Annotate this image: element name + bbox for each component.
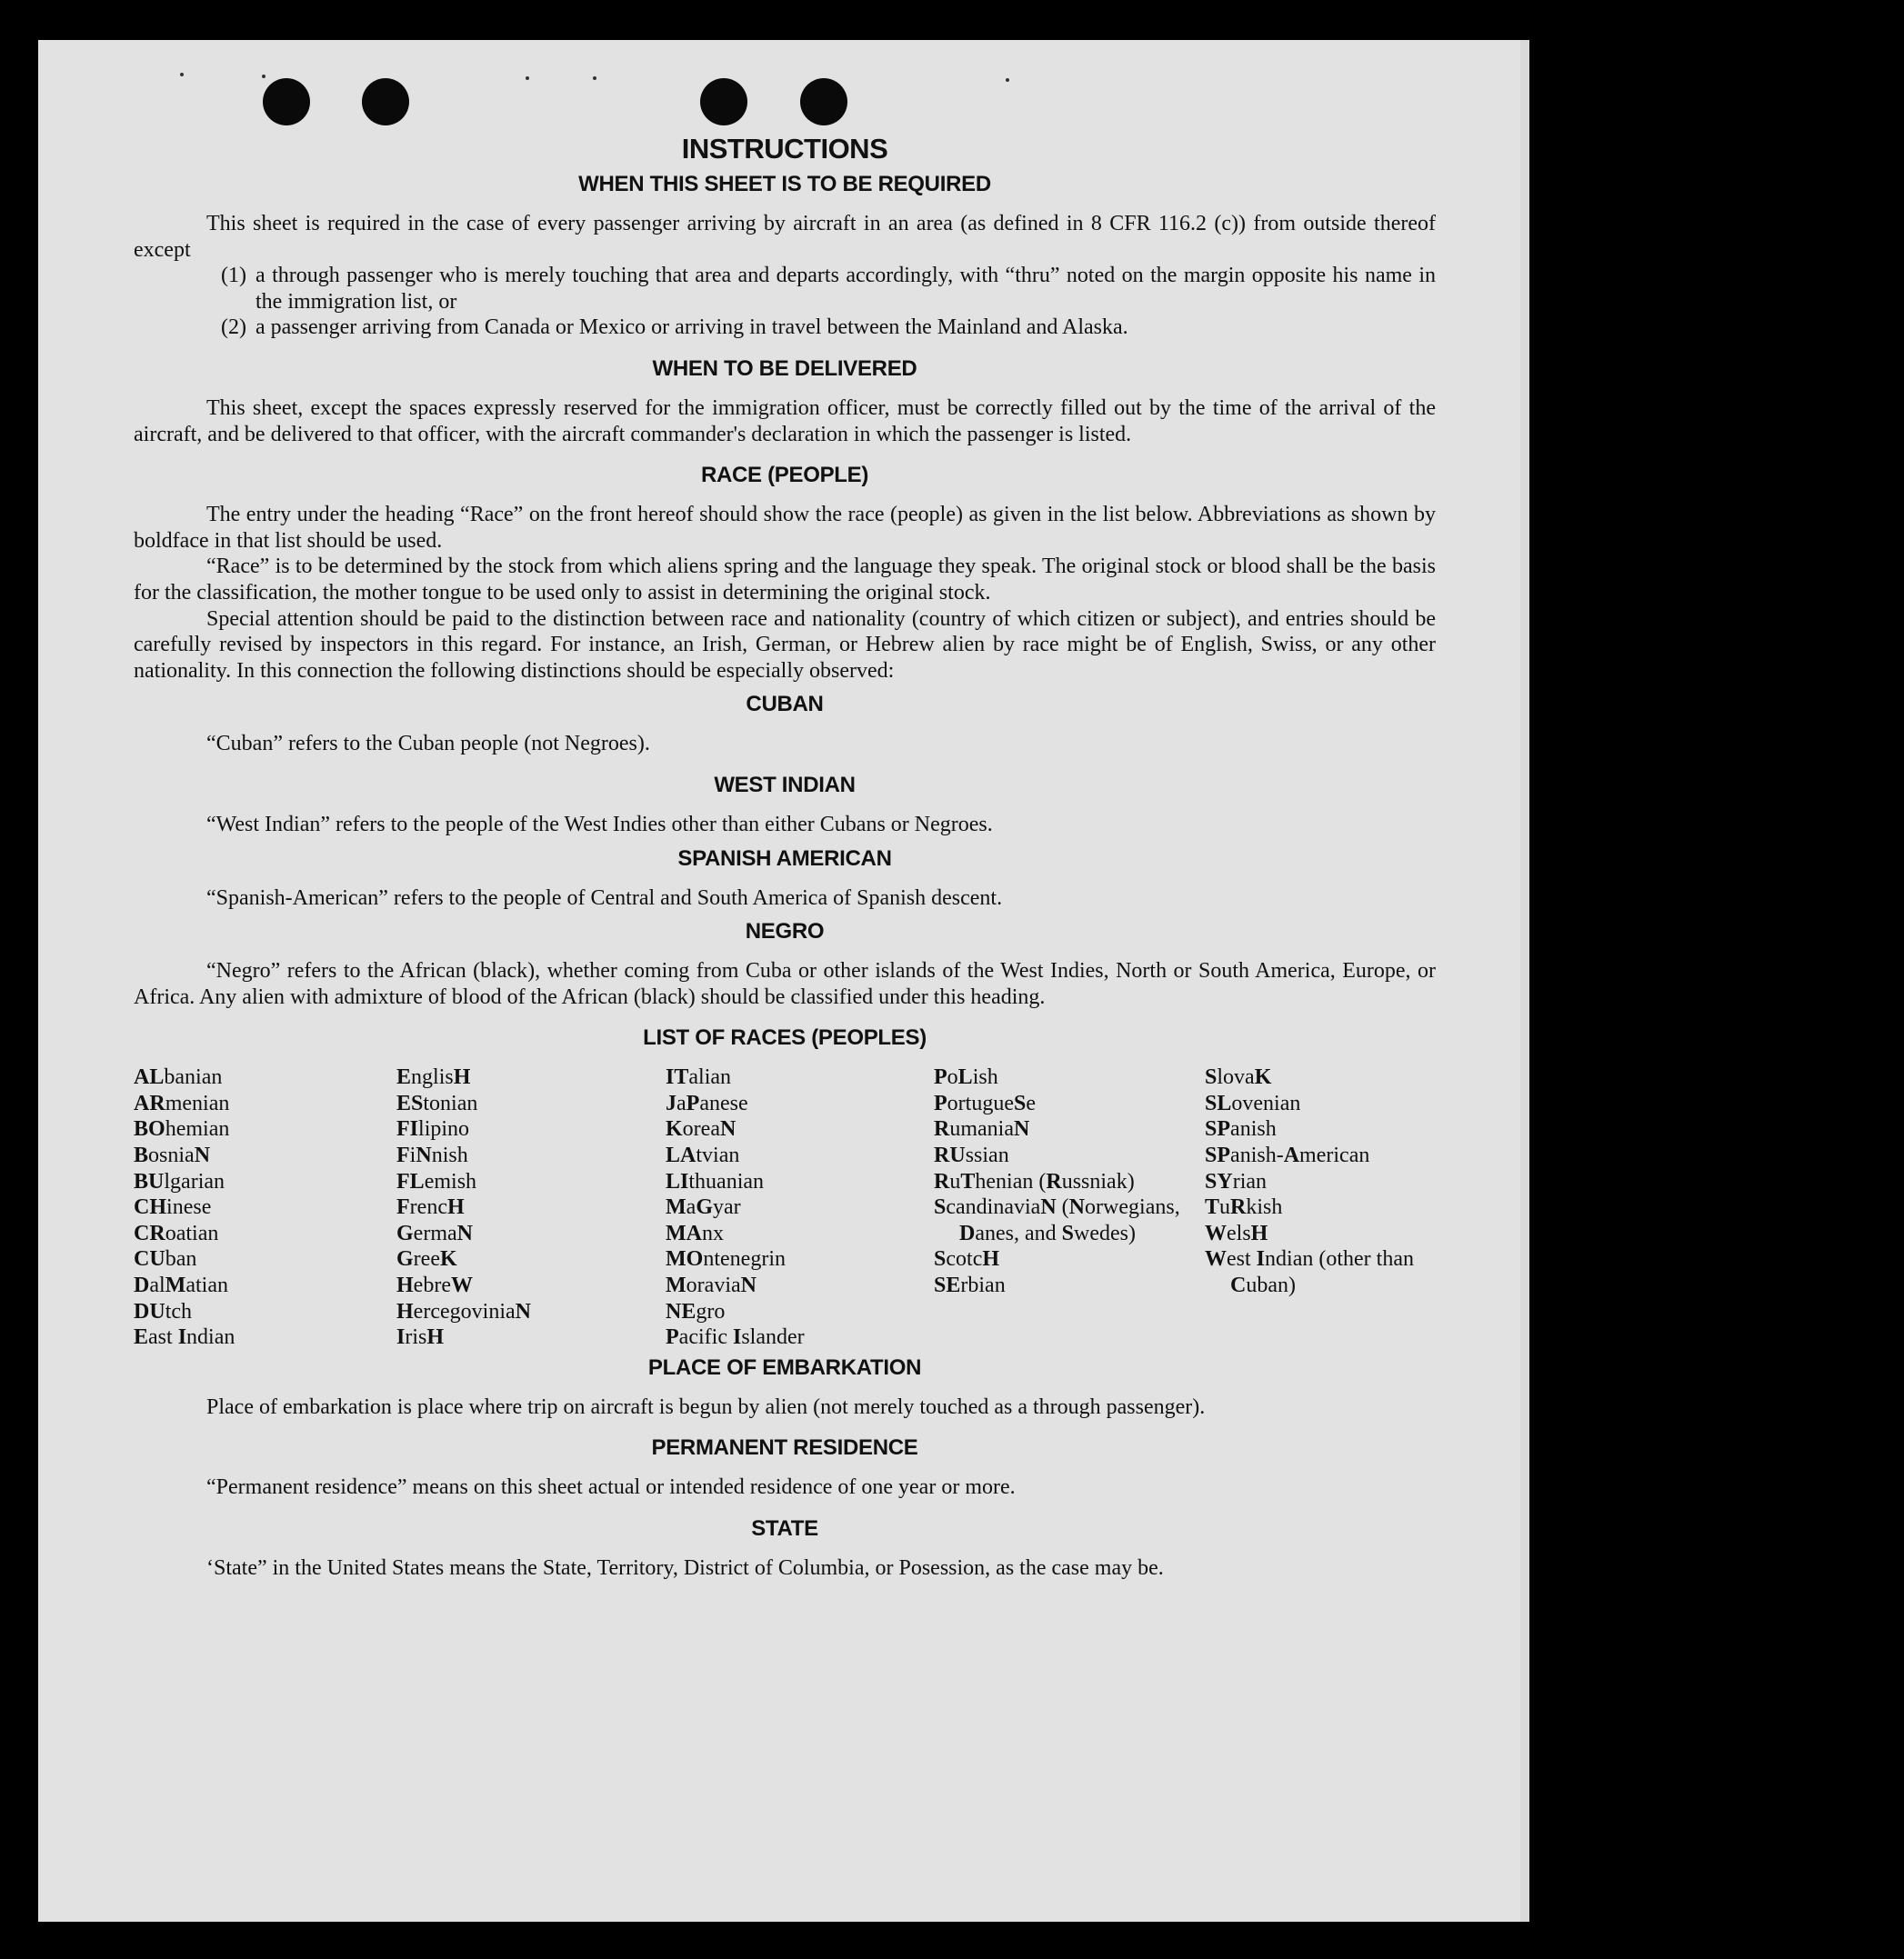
race-item: IrisH (396, 1325, 445, 1350)
section-heading: LIST OF RACES (PEOPLES) (643, 1025, 927, 1051)
race-item: DalMatian (134, 1274, 228, 1298)
race-item: Pacific Islander (666, 1325, 805, 1350)
section-heading: PERMANENT RESIDENCE (651, 1435, 918, 1461)
list-text: a passenger arriving from Canada or Mexico or arriving in travel between the Mainland and Alaska. (256, 315, 1128, 340)
paragraph: ‘State” in the United States means the State, Territory, District of Columbia, or Posession, as the case may be. (206, 1556, 1164, 1580)
race-item: SErbian (934, 1274, 1006, 1298)
list-text: a through passenger who is merely touching that area and departs accordingly, with “thru” noted on the margin opposite his name in the immigration list, or (256, 264, 1436, 314)
races-column (396, 1064, 666, 1351)
race-item: LAtvian (666, 1144, 740, 1168)
section-heading: NEGRO (745, 919, 825, 945)
race-item: EnglisH (396, 1065, 471, 1090)
races-column (666, 1064, 934, 1351)
race-item: ITalian (666, 1065, 732, 1090)
paragraph: “West Indian” refers to the people of the West Indies other than either Cubans or Negroes. (206, 812, 993, 836)
section-heading: STATE (751, 1516, 818, 1541)
race-item: ALbanian (134, 1065, 223, 1090)
race-item: SYrian (1205, 1169, 1268, 1194)
race-item: HercegoviniaN (396, 1299, 531, 1324)
paragraph: Special attention should be paid to the distinction between race and nationality (country of which citizen or subject), and entries should be carefully revised by inspectors in this regard. For instance, an Irish, German, or Hebrew alien by race might be of English, Swiss, or any other nationality. In this connection the following distinctions should be especially observed: (134, 606, 1436, 683)
race-item: SPanish (1205, 1117, 1277, 1142)
race-item: CRoatian (134, 1221, 219, 1245)
punch-hole (263, 78, 310, 125)
race-item: MOntenegrin (666, 1247, 786, 1272)
edge-shadow (1520, 40, 1529, 1922)
race-item: MAnx (666, 1221, 724, 1245)
race-item: GermaN (396, 1221, 473, 1245)
races-column (1205, 1064, 1436, 1351)
race-item: SlovaK (1205, 1065, 1272, 1090)
race-item: PoLish (934, 1065, 998, 1090)
races-list (134, 1064, 1436, 1351)
punch-hole (362, 78, 409, 125)
race-item: CHinese (134, 1195, 212, 1220)
race-item: BUlgarian (134, 1169, 225, 1194)
race-item: BOhemian (134, 1117, 230, 1142)
race-item: SLovenian (1205, 1091, 1301, 1115)
punch-hole (800, 78, 847, 125)
paragraph: “Cuban” refers to the Cuban people (not Negroes). (206, 732, 650, 756)
paragraph: “Negro” refers to the African (black), whether coming from Cuba or other islands of the West Indies, North or South America, Europe, or Africa. Any alien with admixture of blood of the African (black) should be classified under this heading. (134, 959, 1436, 1009)
paragraph: This sheet is required in the case of every passenger arriving by aircraft in an area (as defined in 8 CFR 116.2 (c)) from outside thereof except (134, 212, 1436, 262)
section-heading: RACE (PEOPLE) (700, 463, 869, 488)
race-item: WelsH (1205, 1221, 1268, 1245)
section-heading: SPANISH AMERICAN (677, 845, 892, 871)
race-item: RumaniaN (934, 1117, 1030, 1142)
document-sheet (38, 40, 1529, 1922)
page-title: INSTRUCTIONS (681, 133, 888, 165)
race-item: HebreW (396, 1274, 473, 1298)
paragraph: “Race” is to be determined by the stock from which aliens spring and the language they speak. The original stock or blood shall be the basis for the classification, the mother tongue to be used only to assist in determining the original stock. (134, 555, 1436, 605)
race-item: DUtch (134, 1299, 193, 1324)
race-item: KoreaN (666, 1117, 737, 1142)
paragraph: Place of embarkation is place where trip on aircraft is begun by alien (not merely touched as a through passenger). (206, 1394, 1206, 1419)
paragraph: This sheet, except the spaces expressly reserved for the immigration officer, must be correctly filled out by the time of the arrival of the aircraft, and be delivered to that officer, with the aircraft commander's declaration in which the passenger is listed. (134, 395, 1436, 446)
exception-list (134, 263, 1436, 341)
paragraph: The entry under the heading “Race” on the front hereof should show the race (people) as given in the list below. Abbreviations as shown by boldface in that list should be used. (134, 503, 1436, 553)
race-item: EStonian (396, 1091, 478, 1115)
race-item: MaGyar (666, 1195, 741, 1220)
race-item: FrencH (396, 1195, 465, 1220)
race-item: SPanish-American (1205, 1144, 1370, 1168)
race-item: ARmenian (134, 1091, 230, 1115)
list-number: (2) (221, 315, 246, 340)
list-number: (1) (221, 264, 246, 288)
race-item: GreeK (396, 1247, 457, 1272)
race-item: NEgro (666, 1299, 726, 1324)
race-item: PortugueSe (934, 1091, 1037, 1115)
race-item: LIthuanian (666, 1169, 765, 1194)
section-heading: WEST INDIAN (714, 772, 856, 797)
section-heading: WHEN THIS SHEET IS TO BE REQUIRED (578, 172, 991, 196)
race-item: RUssian (934, 1144, 1009, 1168)
races-column (934, 1064, 1205, 1351)
races-column (134, 1064, 396, 1351)
race-item: CUban (134, 1247, 197, 1272)
race-item: MoraviaN (666, 1274, 757, 1298)
race-item: FLemish (396, 1169, 477, 1194)
race-item: ScandinaviaN (Norwegians, Danes, and Swedes) (934, 1195, 1180, 1245)
race-item: TuRkish (1205, 1195, 1283, 1220)
race-item: East Indian (134, 1325, 235, 1350)
list-item (134, 263, 1436, 315)
paragraph: “Spanish-American” refers to the people of Central and South America of Spanish descent. (206, 885, 1003, 910)
list-item (134, 315, 1436, 341)
race-item: RuThenian (Russniak) (934, 1169, 1135, 1194)
race-item: JaPanese (666, 1091, 748, 1115)
race-item: West Indian (other than Cuban) (1205, 1247, 1414, 1298)
race-item: BosniaN (134, 1144, 211, 1168)
section-heading: WHEN TO BE DELIVERED (652, 355, 917, 381)
race-item: FiNnish (396, 1144, 468, 1168)
punch-hole (700, 78, 747, 125)
paragraph: “Permanent residence” means on this sheet actual or intended residence of one year or more. (206, 1475, 1016, 1500)
race-item: FIlipino (396, 1117, 470, 1142)
race-item: ScotcH (934, 1247, 1000, 1272)
instructions-content (134, 131, 1436, 1582)
section-heading: PLACE OF EMBARKATION (647, 1354, 922, 1380)
section-heading: CUBAN (746, 692, 824, 717)
